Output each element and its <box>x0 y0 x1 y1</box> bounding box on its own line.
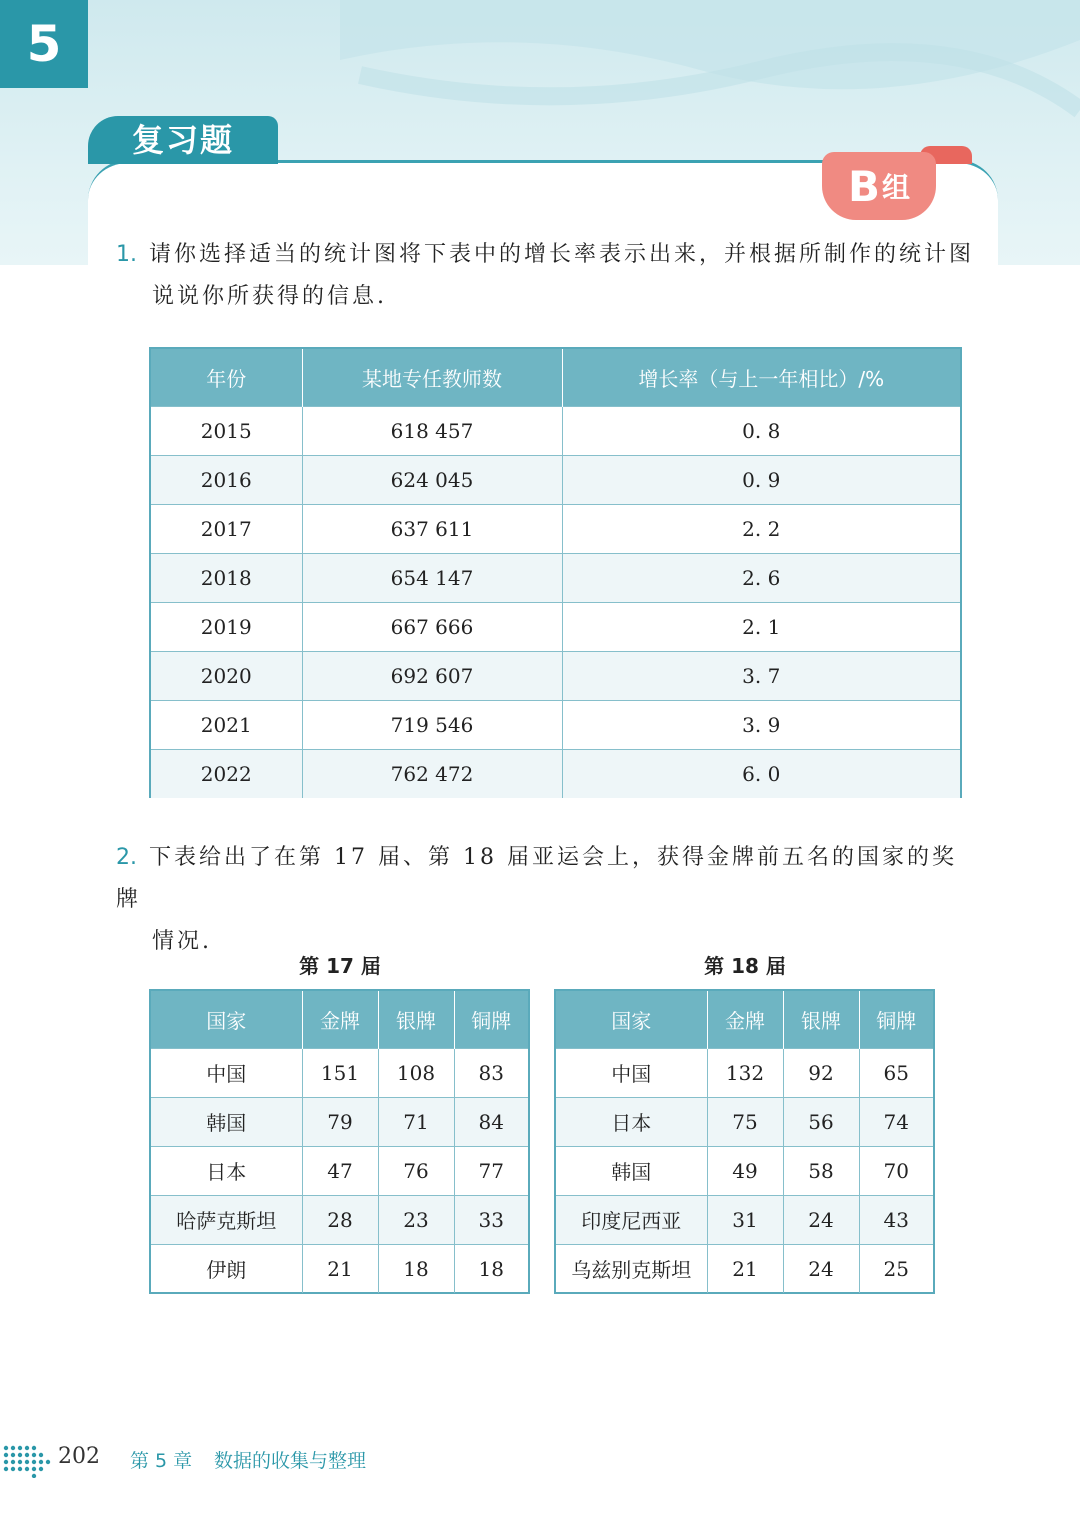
table-cell: 77 <box>454 1146 528 1195</box>
chapter-number-badge: 5 <box>0 0 88 88</box>
table-cell: 0. 8 <box>562 406 960 455</box>
table-cell: 日本 <box>556 1097 707 1146</box>
section-title: 复习题 <box>88 116 278 164</box>
group-badge <box>822 152 936 220</box>
column-header-growth-rate: 增长率（与上一年相比）/% <box>562 349 960 406</box>
table-cell: 3. 7 <box>562 651 960 700</box>
table-cell: 0. 9 <box>562 455 960 504</box>
column-header-silver: 银牌 <box>783 991 859 1048</box>
column-header-bronze: 铜牌 <box>454 991 528 1048</box>
table-cell: 56 <box>783 1097 859 1146</box>
column-header-country: 国家 <box>151 991 302 1048</box>
question-2 <box>116 837 976 963</box>
table-row <box>151 1097 528 1146</box>
table-cell: 21 <box>302 1244 378 1293</box>
table-row <box>151 406 960 455</box>
table-cell: 70 <box>859 1146 933 1195</box>
table-row <box>151 455 960 504</box>
table-row <box>151 1048 528 1097</box>
table-row <box>556 1048 933 1097</box>
table-cell: 2021 <box>151 700 302 749</box>
column-header-gold: 金牌 <box>707 991 783 1048</box>
column-header-silver: 银牌 <box>378 991 454 1048</box>
table-caption-18: 第 18 届 <box>704 954 786 978</box>
table-cell: 65 <box>859 1048 933 1097</box>
column-header-country: 国家 <box>556 991 707 1048</box>
table-cell: 43 <box>859 1195 933 1244</box>
table-cell: 中国 <box>556 1048 707 1097</box>
question-text-line2: 情况. <box>152 929 212 954</box>
table-cell: 2. 1 <box>562 602 960 651</box>
table-cell: 日本 <box>151 1146 302 1195</box>
question-number: 1. <box>116 242 137 267</box>
question-1 <box>116 234 976 318</box>
question-number: 2. <box>116 845 137 870</box>
table-cell: 618 457 <box>302 406 562 455</box>
table-row <box>151 1195 528 1244</box>
table-cell: 79 <box>302 1097 378 1146</box>
table-row <box>556 1146 933 1195</box>
table-cell: 33 <box>454 1195 528 1244</box>
table-cell: 18 <box>378 1244 454 1293</box>
table-cell: 2016 <box>151 455 302 504</box>
table-cell: 2. 6 <box>562 553 960 602</box>
table-cell: 2020 <box>151 651 302 700</box>
table-cell: 132 <box>707 1048 783 1097</box>
table-cell: 24 <box>783 1244 859 1293</box>
table-cell: 25 <box>859 1244 933 1293</box>
table-cell: 23 <box>378 1195 454 1244</box>
table-cell: 印度尼西亚 <box>556 1195 707 1244</box>
table-row <box>151 504 960 553</box>
table-row <box>556 1244 933 1293</box>
table-cell: 667 666 <box>302 602 562 651</box>
table-cell: 2015 <box>151 406 302 455</box>
dot-grid-icon <box>2 1442 54 1478</box>
table-cell: 692 607 <box>302 651 562 700</box>
page-number: 202 <box>58 1444 100 1469</box>
table-row <box>151 553 960 602</box>
table-cell: 637 611 <box>302 504 562 553</box>
table-row <box>151 1244 528 1293</box>
table-cell: 71 <box>378 1097 454 1146</box>
table-cell: 762 472 <box>302 749 562 798</box>
table-cell: 719 546 <box>302 700 562 749</box>
table-cell: 中国 <box>151 1048 302 1097</box>
column-header-gold: 金牌 <box>302 991 378 1048</box>
table-cell: 24 <box>783 1195 859 1244</box>
table-cell: 76 <box>378 1146 454 1195</box>
table-cell: 75 <box>707 1097 783 1146</box>
table-cell: 2017 <box>151 504 302 553</box>
table-row <box>151 651 960 700</box>
table-cell: 2022 <box>151 749 302 798</box>
column-header-bronze: 铜牌 <box>859 991 933 1048</box>
table-cell: 28 <box>302 1195 378 1244</box>
table-cell: 49 <box>707 1146 783 1195</box>
question-text: 请你选择适当的统计图将下表中的增长率表示出来，并根据所制作的统计图 <box>149 242 975 267</box>
table-cell: 3. 9 <box>562 700 960 749</box>
table-cell: 83 <box>454 1048 528 1097</box>
table-cell: 654 147 <box>302 553 562 602</box>
question-text: 下表给出了在第 17 届、第 18 届亚运会上，获得金牌前五名的国家的奖牌 <box>116 845 957 912</box>
table-cell: 58 <box>783 1146 859 1195</box>
table-cell: 韩国 <box>556 1146 707 1195</box>
table-cell: 151 <box>302 1048 378 1097</box>
footer-chapter-title: 数据的收集与整理 <box>214 1450 367 1472</box>
footer-chapter-label: 第 5 章 <box>130 1450 193 1472</box>
question-text-line2: 说说你所获得的信息. <box>152 284 387 309</box>
table-cell: 74 <box>859 1097 933 1146</box>
table-cell: 6. 0 <box>562 749 960 798</box>
table-cell: 108 <box>378 1048 454 1097</box>
column-header-year: 年份 <box>151 349 302 406</box>
table-cell: 乌兹别克斯坦 <box>556 1244 707 1293</box>
table-cell: 47 <box>302 1146 378 1195</box>
table-cell: 哈萨克斯坦 <box>151 1195 302 1244</box>
table-cell: 624 045 <box>302 455 562 504</box>
table-row <box>151 749 960 798</box>
table-cell: 伊朗 <box>151 1244 302 1293</box>
table-cell: 84 <box>454 1097 528 1146</box>
table-cell: 92 <box>783 1048 859 1097</box>
group-letter: B <box>847 161 880 211</box>
column-header-teachers: 某地专任教师数 <box>302 349 562 406</box>
teacher-growth-table <box>151 349 960 798</box>
table-row <box>556 1195 933 1244</box>
medal-table-18 <box>556 991 933 1293</box>
table-cell: 31 <box>707 1195 783 1244</box>
table-cell: 18 <box>454 1244 528 1293</box>
table-caption-17: 第 17 届 <box>299 954 381 978</box>
table-cell: 2018 <box>151 553 302 602</box>
group-label: 组 <box>882 171 911 204</box>
table-cell: 2019 <box>151 602 302 651</box>
table-row <box>556 1097 933 1146</box>
table-row <box>151 700 960 749</box>
table-cell: 韩国 <box>151 1097 302 1146</box>
medal-table-17 <box>151 991 528 1293</box>
table-row <box>151 1146 528 1195</box>
table-cell: 21 <box>707 1244 783 1293</box>
table-row <box>151 602 960 651</box>
table-cell: 2. 2 <box>562 504 960 553</box>
